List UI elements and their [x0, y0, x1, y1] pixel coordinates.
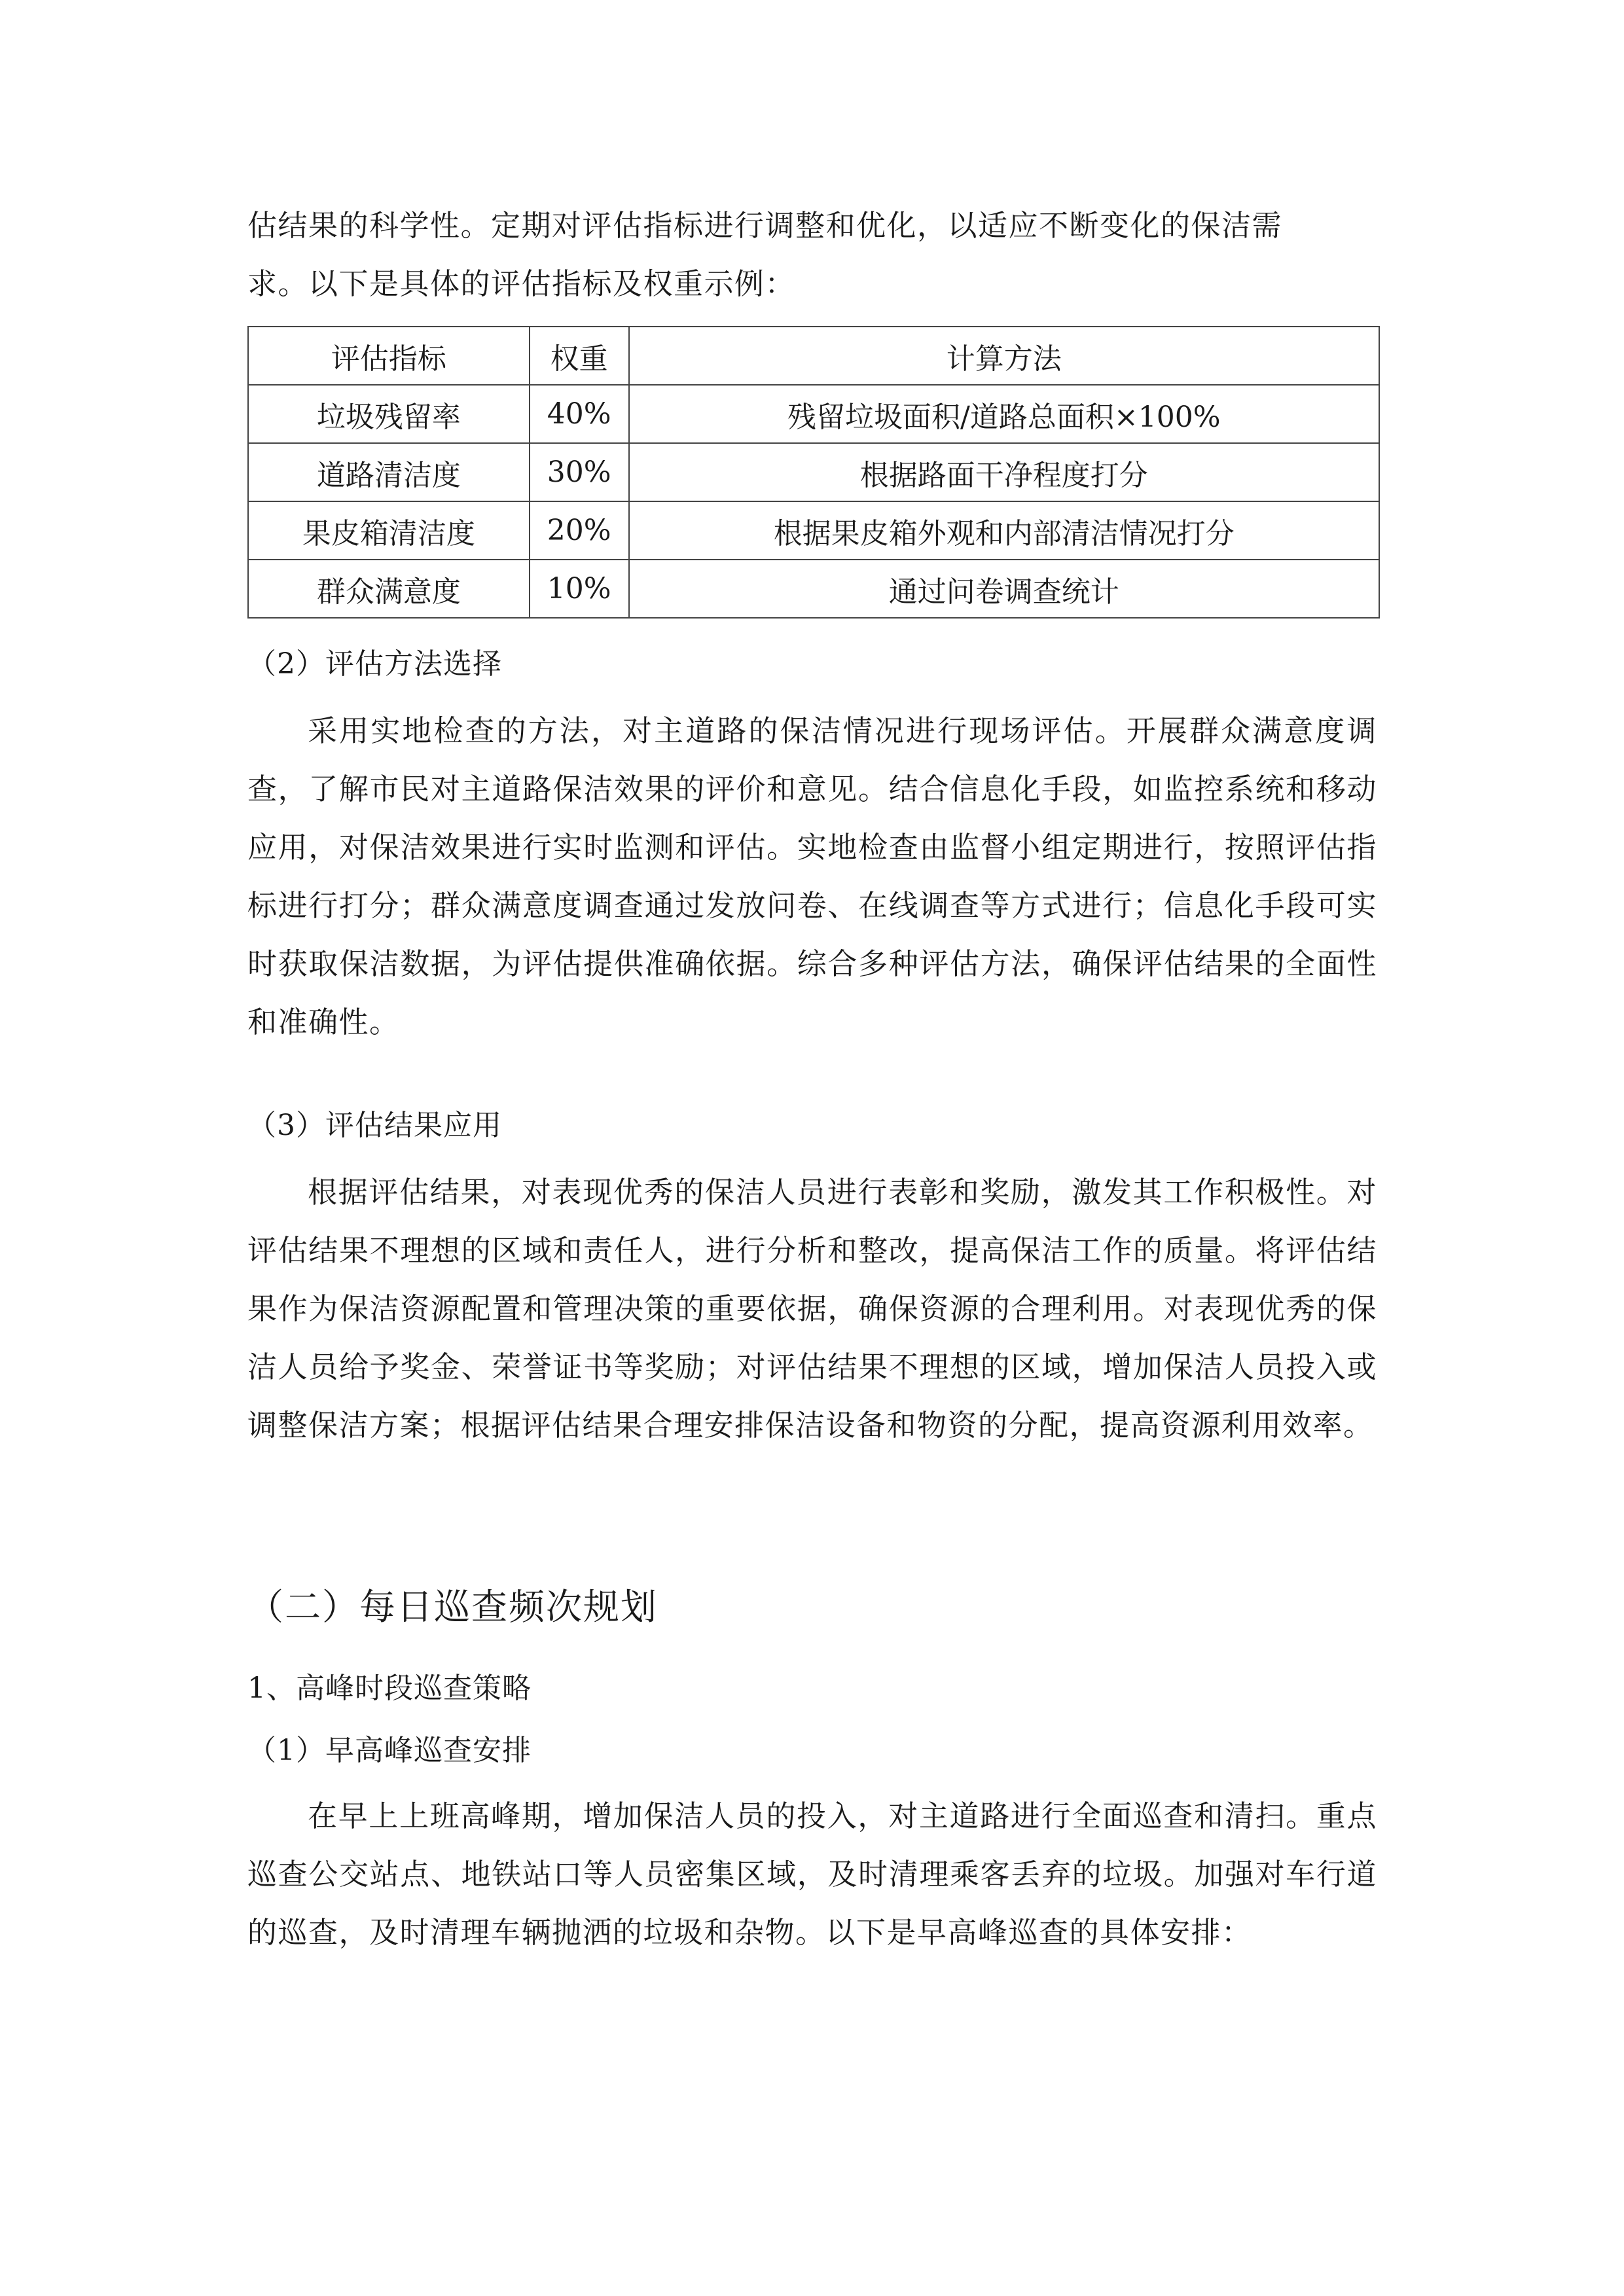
table-cell: 30% [530, 443, 629, 501]
table-cell: 40% [530, 385, 629, 443]
section-2-heading: （2）评估方法选择 [247, 647, 502, 681]
table-cell: 垃圾残留率 [248, 385, 530, 443]
part-1-subheading: （1）早高峰巡查安排 [247, 1734, 532, 1767]
table-cell: 通过问卷调查统计 [629, 560, 1379, 618]
intro-line-1: 估结果的科学性。定期对评估指标进行调整和优化，以适应不断变化的保洁需 [247, 208, 1283, 243]
table-row [248, 385, 1379, 443]
table-cell: 群众满意度 [248, 560, 530, 618]
table-row [248, 501, 1379, 560]
table-cell: 根据路面干净程度打分 [629, 443, 1379, 501]
chapter-title: （二）每日巡查频次规划 [247, 1586, 659, 1628]
table-header-cell: 计算方法 [629, 327, 1379, 385]
table-cell: 果皮箱清洁度 [248, 501, 530, 560]
intro-line-2: 求。以下是具体的评估指标及权重示例： [247, 266, 796, 301]
table-row [248, 560, 1379, 618]
section-2-body: 采用实地检查的方法，对主道路的保洁情况进行现场评估。开展群众满意度调查，了解市民对主道路保洁效果的评价和意见。结合信息化手段，如监控系统和移动应用，对保洁效果进行实时监测和评估。实地检查由监督小组定期进行，按照评估指标进行打分；群众满意度调查通过发放问卷、在线调查等方式进行；信息化手段可实时获取保洁数据，为评估提供准确依据。综合多种评估方法，确保评估结果的全面性和准确性。 [247, 713, 1377, 1039]
table-cell: 20% [530, 501, 629, 560]
table-cell: 残留垃圾面积/道路总面积×100% [629, 385, 1379, 443]
table-row [248, 443, 1379, 501]
evaluation-metrics-table [247, 326, 1380, 619]
section-3-heading: （3）评估结果应用 [247, 1109, 502, 1142]
table-header-row [248, 327, 1379, 385]
section-3-body: 根据评估结果，对表现优秀的保洁人员进行表彰和奖励，激发其工作积极性。对评估结果不理想的区域和责任人，进行分析和整改，提高保洁工作的质量。将评估结果作为保洁资源配置和管理决策的重要依据，确保资源的合理利用。对表现优秀的保洁人员给予奖金、荣誉证书等奖励；对评估结果不理想的区域，增加保洁人员投入或调整保洁方案；根据评估结果合理安排保洁设备和物资的分配，提高资源利用效率。 [247, 1175, 1377, 1443]
table-cell: 道路清洁度 [248, 443, 530, 501]
part-1-heading: 1、高峰时段巡查策略 [247, 1672, 532, 1705]
part-1-body: 在早上上班高峰期，增加保洁人员的投入，对主道路进行全面巡查和清扫。重点巡查公交站点、地铁站口等人员密集区域，及时清理乘客丢弃的垃圾。加强对车行道的巡查，及时清理车辆抛洒的垃圾和杂物。以下是早高峰巡查的具体安排： [247, 1799, 1377, 1950]
table-header-cell: 权重 [530, 327, 629, 385]
table-header-cell: 评估指标 [248, 327, 530, 385]
table-cell: 10% [530, 560, 629, 618]
table-cell: 根据果皮箱外观和内部清洁情况打分 [629, 501, 1379, 560]
